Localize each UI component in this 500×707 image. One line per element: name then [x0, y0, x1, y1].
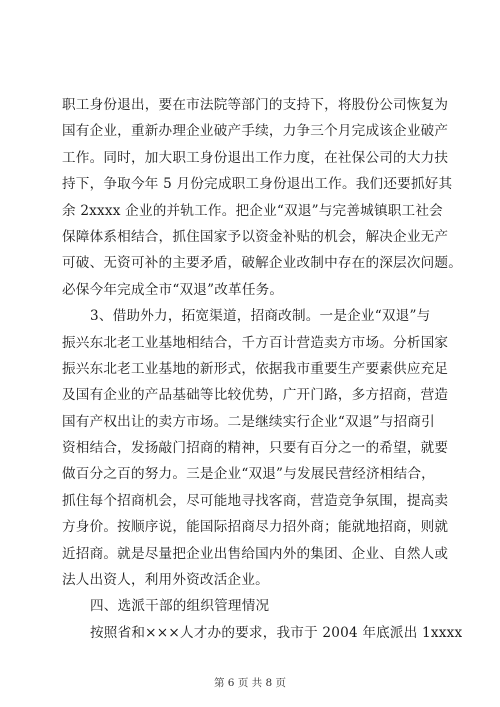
text-line: 做百分之百的努力。三是企业“双退”与发展民营经济相结合， — [62, 466, 435, 483]
text-line: 工作。同时，加大职工身份退出工作力度，在社保公司的大力扶 — [62, 149, 449, 166]
text-line: 振兴东北老工业基地相结合，千方百计营造卖方市场。分析国家 — [62, 334, 449, 351]
text-line: 可破、无资可补的主要矛盾，破解企业改制中存在的深层次问题。 — [62, 255, 463, 272]
text-line: 近招商。就是尽量把企业出售给国内外的集团、企业、自然人或 — [62, 545, 449, 562]
text-line: 方身价。按顺序说，能国际招商尽力招外商；能就地招商，则就 — [62, 519, 449, 536]
page-footer: 第 6 页 共 8 页 — [213, 677, 287, 689]
text-line: 保障体系相结合，抓住国家予以资金补贴的机会，解决企业无产 — [62, 228, 449, 245]
text-line: 持下，争取今年 5 月份完成职工身份退出工作。我们还要抓好其 — [62, 176, 453, 193]
text-line: 法人出资人，利用外资改活企业。 — [62, 572, 269, 589]
text-line: 国有产权出让的卖方市场。二是继续实行企业“双退”与招商引 — [62, 413, 435, 430]
text-line: 及国有企业的产品基础等比较优势，广开门路，多方招商，营造 — [62, 387, 449, 404]
text-line: 余 2xxxx 企业的并轨工作。把企业“双退”与完善城镇职工社会 — [62, 202, 443, 219]
text-line: 资相结合，发扬敲门招商的精神，只要有百分之一的希望，就要 — [62, 440, 449, 457]
paragraph-start-line: 按照省和×××人才办的要求，我市于 2004 年底派出 1xxxx — [90, 624, 463, 641]
text-line: 职工身份退出，要在市法院等部门的支持下，将股份公司恢复为 — [62, 97, 449, 113]
text-line: 振兴东北老工业基地的新形式，依据我市重要生产要素供应充足 — [62, 360, 449, 377]
document-body — [62, 92, 463, 646]
text-line: 国有企业，重新办理企业破产手续，力争三个月完成该企业破产 — [62, 123, 449, 140]
text-line: 抓住每个招商机会，尽可能地寻找客商，营造竞争氛围，提高卖 — [62, 492, 449, 509]
paragraph-start-line: 3、借助外力，拓宽渠道，招商改制。一是企业“双退”与 — [90, 308, 431, 325]
section-heading: 四、选派干部的组织管理情况 — [90, 598, 270, 615]
text-line: 必保今年完成全市“双退”改革任务。 — [62, 281, 284, 298]
